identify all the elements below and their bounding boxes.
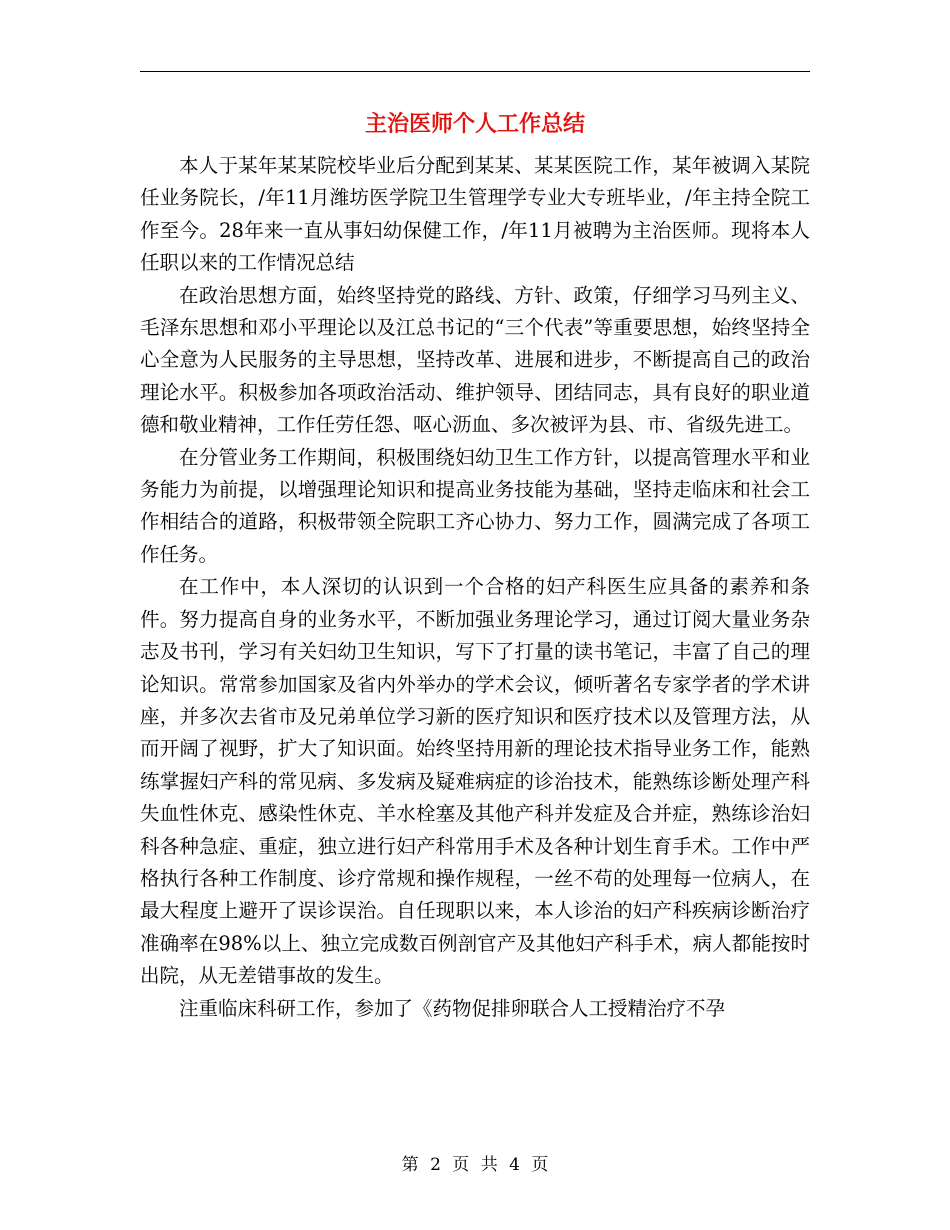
paragraph-4: 在工作中，本人深切的认识到一个合格的妇产科医生应具备的素养和条件。努力提高自身的业务水平，不断加强业务理论学习，通过订阅大量业务杂志及书刊，学习有关妇幼卫生知识，写下了打量的读书笔记，丰富了自己的理论知识。常常参加国家及省内外举办的学术会议，倾听著名专家学者的学术讲座，并多次去省市及兄弟单位学习新的医疗知识和医疗技术以及管理方法，从而开阔了视野，扩大了知识面。始终坚持用新的理论技术指导业务工作，能熟练掌握妇产科的常见病、多发病及疑难病症的诊治技术，能熟练诊断处理产科失血性休克、感染性休克、羊水栓塞及其他产科并发症及合并症，熟练诊治妇科各种急症、重症，独立进行妇产科常用手术及各种计划生育手术。工作中严格执行各种工作制度、诊疗常规和操作规程，一丝不苟的处理每一位病人，在最大程度上避开了误诊误治。自任现职以来，本人诊治的妇产科疾病诊断治疗准确率在98%以上、独立完成数百例剖官产及其他妇产科手术，病人都能按时出院，从无差错事故的发生。 [140, 575, 810, 988]
page-number-footer: 第 2 页 共 4 页 [401, 1155, 549, 1175]
paragraph-2: 在政治思想方面，始终坚持党的路线、方针、政策，仔细学习马列主义、毛泽东思想和邓小平理论以及江总书记的“三个代表”等重要思想，始终坚持全心全意为人民服务的主导思想，坚持改革、进展和进步，不断提高自己的政治理论水平。积极参加各项政治活动、维护领导、团结同志，具有良好的职业道德和敬业精神，工作任劳任怨、呕心沥血、多次被评为县、市、省级先进工。 [140, 283, 810, 437]
header-rule [140, 71, 810, 72]
document-body [140, 150, 810, 1025]
document-title: 主治医师个人工作总结 [364, 112, 585, 137]
paragraph-5: 注重临床科研工作，参加了《药物促排卵联合人工授精治疗不孕 [179, 996, 726, 1020]
paragraph-3: 在分管业务工作期间，积极围绕妇幼卫生工作方针，以提高管理水平和业务能力为前提，以增强理论知识和提高业务技能为基础，坚持走临床和社会工作相结合的道路，积极带领全院职工齐心协力、努力工作，圆满完成了各项工作任务。 [140, 445, 810, 566]
paragraph-1: 本人于某年某某院校毕业后分配到某某、某某医院工作，某年被调入某院任业务院长，/年11月潍坊医学院卫生管理学专业大专班毕业，/年主持全院工作至今。28年来一直从事妇幼保健工作，/年11月被聘为主治医师。现将本人任职以来的工作情况总结 [140, 154, 810, 275]
